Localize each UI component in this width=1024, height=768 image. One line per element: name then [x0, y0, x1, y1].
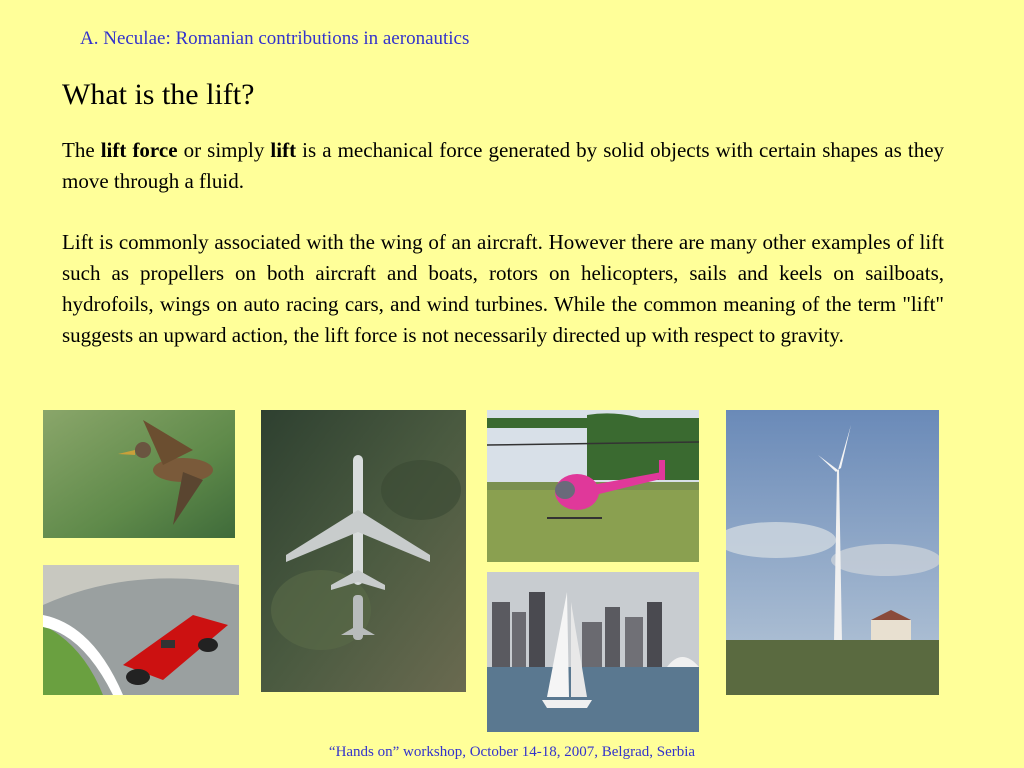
- duck-photo: [43, 410, 235, 538]
- term-lift: lift: [270, 138, 297, 162]
- racing-car-photo: [43, 565, 239, 695]
- airplane-photo: [261, 410, 466, 692]
- paragraph-lift-definition: The lift force or simply lift is a mechanical force generated by solid objects with certain shapes as they move through a fluid.: [62, 138, 945, 193]
- slide-header: A. Neculae: Romanian contributions in aeronautics: [80, 28, 470, 49]
- wind-turbine-photo: [726, 410, 939, 695]
- paragraph-lift-examples: Lift is commonly associated with the wing of an aircraft. However there are many other examples of lift such as propellers on both aircraft and boats, rotors on helicopters, sails and keels on sailboats, hydrofoils, wings on auto racing cars, and wind turbines. While the common meaning of the term "lift" suggests an upward action, the lift force is not necessarily directed up with respect to gravity.: [62, 230, 944, 347]
- slide-footer: “Hands on” workshop, October 14-18, 2007, Belgrad, Serbia: [328, 744, 696, 760]
- slide-title: What is the lift?: [62, 78, 255, 111]
- term-lift-force: lift force: [100, 138, 178, 162]
- sailboat-photo: [487, 572, 699, 732]
- helicopter-photo: [487, 410, 699, 562]
